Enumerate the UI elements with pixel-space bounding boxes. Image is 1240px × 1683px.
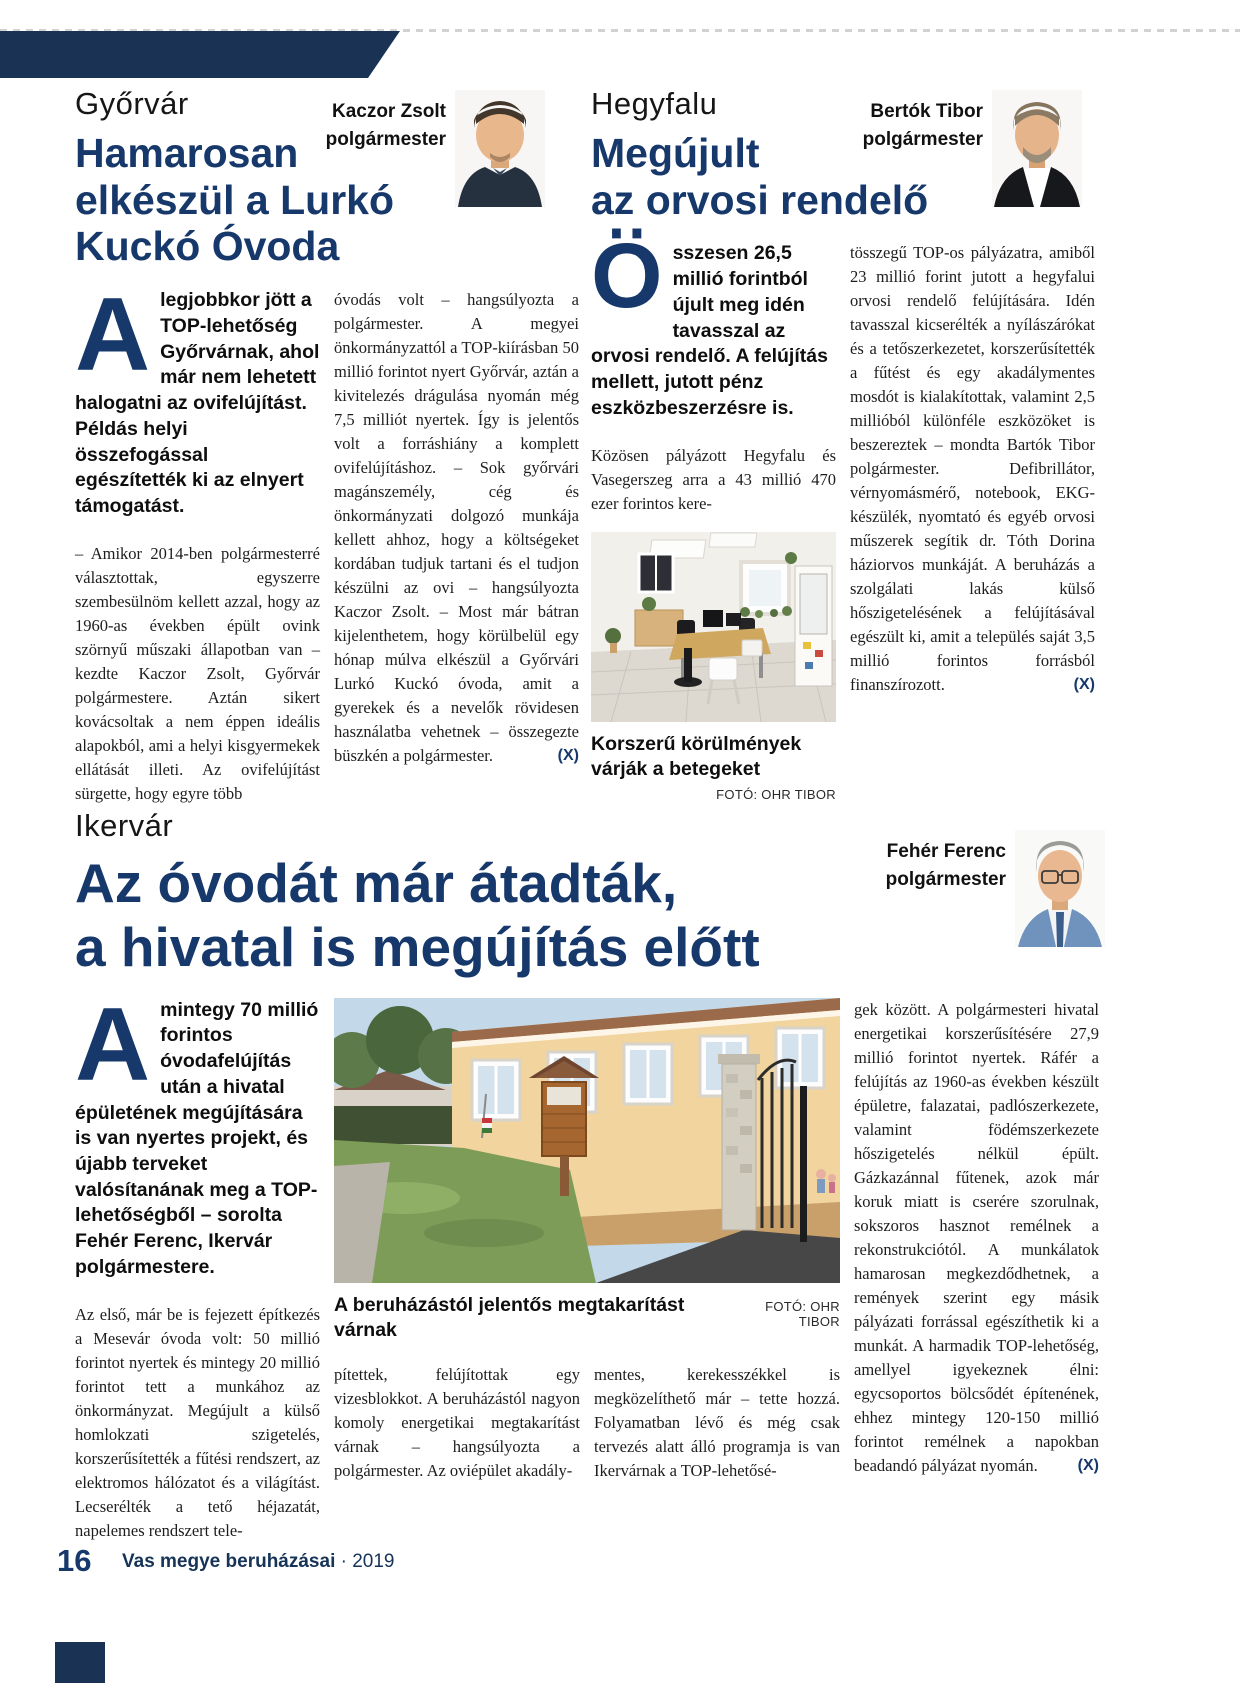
body-paragraph: – Amikor 2014-ben polgármesterré választottak, egyszerre szembesülnöm kellett azzal, hogy az 1960-as években épült ovink szörnyű műszaki állapotban van – kezdte Kaczor Zsolt, Győrvár polgármestere. Aztán sikert kovácsoltak a nem éppen ideális alapokból, ami a helyi kisgyermekek ellátását illeti. Az ovifelújítást sürgette, hogy egyre több — [75, 543, 320, 803]
advertorial-mark: (X) — [552, 744, 579, 768]
article-lead: Összesen 26,5 millió forintból újult meg idén tavasszal az orvosi rendelő. A felújítás mellett, jutott pénz eszközbeszerzésre is. — [591, 225, 828, 419]
photo-caption: A beruházástól jelentős megtakarítást várnak — [334, 1293, 685, 1341]
portrait-block-kaczor — [326, 90, 545, 207]
publication-line — [122, 1551, 395, 1573]
body-paragraph: óvodás volt – hangsúlyozta a polgármester. A megyei önkormányzattól a TOP-kiírásban 50 millió forintot nyert Győrvár, aztán a kivitelezés drágulása nyomán még 7,5 milliót nyertek. Így is jelentős volt a forráshiány a komplett ovifelújításhoz. – Sok győrvári magánszemély, cég és önkormányzati dolgozó munkája kellett ahhoz, hogy a költségeket kordában tudjuk tartani és el tudjon készülni az ovi – hangsúlyozta Kaczor Zsolt. – Most már bátran kijelenthetem, hogy körülbelül egy hónap múlva elkészül a Győrvári Lurkó Kuckó óvoda, amit a gyerekek és a nevelők rövidesen használatba vehetnek – összegezte büszkén a polgármester. (X) — [334, 288, 579, 768]
article-column-1 — [591, 225, 836, 802]
article-column-2 — [334, 288, 579, 822]
photo-credit: FOTÓ: OHR TIBOR — [716, 786, 836, 802]
article-ikervar — [75, 808, 1107, 1538]
doctors-office-photo — [591, 532, 836, 722]
article-lead: Amintegy 70 millió forintos óvodafelújítás után a hivatal épületének megújítására is van nyertes projekt, és újabb terveket valósítanának meg a TOP-lehetőségből – sorolta Fehér Ferenc, Ikervár polgármestere. — [75, 986, 319, 1278]
advertorial-mark: (X) — [1068, 673, 1095, 697]
article-column-2 — [850, 241, 1095, 801]
body-paragraph: gek között. A polgármesteri hivatal energetikai korszerűsítésére 27,9 millió forintot nyertek. Ráfér a felújítás az 1960-as években készült épületre, falazatai, padlószerkezete, valamint födémszerkezete hőszigetelés nélkül épült. Gázkazánnal fűtenek, azok már koruk miatt is cserére szorulnak, sokszoros hasznot remélnek a rekonstrukciótól. A munkálatok hamarosan megkezdődhetnek, a remények szerint egy másik pályázati forrással egészíthetik ki a munkát. A harmadik TOP-lehetőség, amellyel igyekeznek élni: egycsoportos bölcsődét építenének, ehhez mintegy 120-150 millió forintot remélnek a napokban beadandó pályázat nyomán. (X) — [854, 998, 1099, 1478]
drop-cap: A — [75, 986, 151, 1103]
article-photo-column — [334, 998, 840, 1560]
article-headline: Hamarosan elkészül a Lurkó Kuckó Óvoda — [75, 130, 395, 270]
publication-title: Vas megye beruházásai — [122, 1551, 336, 1572]
body-paragraph: Közösen pályázott Hegyfalu és Vasegerszeg arra a 43 millió 470 ezer forintos kere- — [591, 445, 836, 513]
article-kicker: Hegyfalu — [591, 86, 718, 121]
portrait-labels — [326, 90, 446, 153]
portrait-labels — [863, 90, 983, 153]
page-number: 16 — [57, 1543, 92, 1578]
mayor-portrait-photo — [992, 90, 1082, 207]
mayor-portrait-photo — [455, 90, 545, 207]
portrait-title: polgármester — [862, 128, 983, 150]
town-hall-photo — [334, 998, 840, 1283]
drop-cap: A — [75, 277, 151, 394]
article-column-4 — [854, 998, 1099, 1560]
photo-caption: Korszerű körülmények várják a betegeket — [591, 733, 802, 781]
portrait-title: polgármester — [325, 128, 446, 150]
mayor-portrait-photo — [1015, 830, 1105, 947]
article-kicker: Ikervár — [75, 808, 174, 843]
body-paragraph: mentes, kerekesszékkel is megközelíthető már – tette hozzá. Folyamatban lévő és még csak tervezés alatt álló programja is van Ikervárnak a TOP-lehetősé- — [594, 1365, 840, 1481]
portrait-name: Bertók Tibor — [870, 101, 983, 122]
portrait-block-feher — [886, 830, 1105, 947]
portrait-title: polgármester — [885, 868, 1006, 890]
portrait-labels — [886, 830, 1006, 893]
article-column-2 — [334, 1363, 580, 1500]
article-column-1 — [75, 277, 320, 822]
article-kicker: Győrvár — [75, 86, 189, 121]
portrait-block-bertok — [863, 90, 1082, 207]
corner-band-decoration — [0, 31, 400, 78]
body-paragraph: pítettek, felújítottak egy vizesblokkot. A beruházástól nagyon komoly energetikai megtakarítást várnak – hangsúlyozta a polgármester. Az oviépület akadály- — [334, 1365, 580, 1481]
article-headline: Az óvodát már átadták, a hivatal is megújítás előtt — [75, 852, 760, 978]
article-headline: Megújult az orvosi rendelő — [591, 130, 929, 223]
article-hegyfalu — [591, 86, 1106, 801]
photo-credit: FOTÓ: OHR TIBOR — [765, 1298, 840, 1329]
article-column-3 — [594, 1363, 840, 1500]
publication-year: · 2019 — [335, 1551, 395, 1572]
article-gyorvar — [75, 86, 580, 801]
article-lead: Alegjobbkor jött a TOP-lehetőség Győrvárnak, ahol már nem lehetett halogatni az ovifelújítást. Példás helyi összefogással egészítették ki az elnyert támogatást. — [75, 277, 320, 518]
article-column-1 — [75, 986, 320, 1560]
portrait-name: Fehér Ferenc — [886, 841, 1006, 862]
drop-cap: Ö — [591, 225, 663, 328]
body-paragraph: Az első, már be is fejezett építkezés a Mesevár óvoda volt: 50 millió forintot nyertek és mintegy 20 millió forintot tett a munkához az önkormányzat. Megújult a külső homlokzati szigetelés, korszerűsítették a fűtési rendszert, az elektromos hálózatot és a világítást. Lecserélték a tető héjazatát, napelemes rendszert tele- — [75, 1304, 320, 1540]
body-paragraph: tösszegű TOP-os pályázatra, amiből 23 millió forint jutott a hegyfalui orvosi rendelő felújítására. Idén tavasszal kicserélték a nyílászárókat és a tetőszerkezetet, korszerűsítették a fűtést és egy akadálymentes mosdót is kialakítottak, valamint 2,5 millióból különféle eszközöket is beszereztek – mondta Bartók Tibor polgármester. Defibrillátor, vérnyomásmérő, notebook, EKG-készülék, nyomtató és egyéb orvosi műszerek segítik dr. Tóth Dorina háziorvos munkáját. A beruházás a szolgálati lakás külső hőszigetelésének a felújításával egészült ki, amit a település saját 3,5 millió forintos forrásból finanszírozott. (X) — [850, 241, 1095, 697]
footer-corner-block — [55, 1642, 105, 1683]
portrait-name: Kaczor Zsolt — [331, 101, 446, 122]
advertorial-mark: (X) — [1072, 1454, 1099, 1478]
